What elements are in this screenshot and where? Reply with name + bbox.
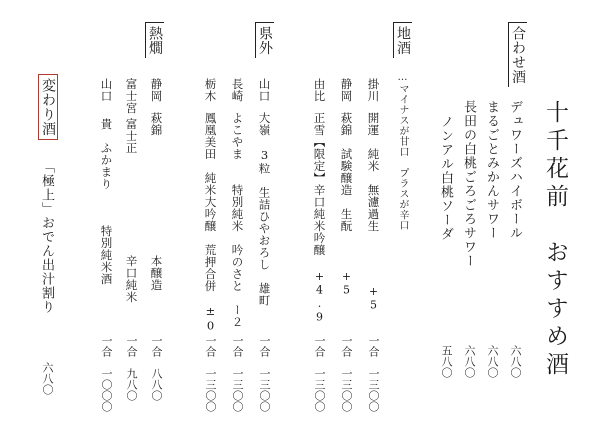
- sake-price: 一合 一三〇〇: [258, 335, 271, 412]
- sake-region: 由比: [312, 78, 327, 102]
- section-header-kan: 熱燗: [145, 22, 164, 58]
- sake-type: 特別純米酒: [99, 225, 114, 285]
- drink-price: 六八〇: [509, 345, 522, 378]
- section-header-awase: 合わせ酒: [508, 22, 527, 87]
- sake-type: 本醸造: [149, 255, 164, 291]
- drink-price: 六八〇: [486, 345, 499, 378]
- sake-price: 一合 一三〇〇: [231, 335, 244, 412]
- sake-region: 富士宮: [124, 78, 139, 114]
- sake-name: よこやま 特別純米 吟のさと ー２: [230, 112, 245, 328]
- sake-price: 一合 八八〇: [150, 335, 163, 401]
- sake-name: 大嶺 3粒 生詰ひやおろし 雄町: [257, 112, 272, 307]
- sake-region: 山口: [99, 78, 114, 102]
- sweetness-scale-note: …マイナスが甘口 プラスが辛口: [397, 72, 408, 231]
- sake-name: 正雪【限定】辛口純米吟醸: [312, 112, 327, 256]
- sake-meter-value: +5: [367, 285, 380, 312]
- drink-item: まるごとみかんサワー: [484, 100, 499, 240]
- sake-region: 静岡: [339, 78, 354, 102]
- sake-meter-value: +4.9: [313, 270, 326, 324]
- sake-region: 山口: [257, 78, 272, 102]
- drink-price: 五八〇: [440, 345, 453, 378]
- sake-price: 一合 九八〇: [125, 335, 138, 401]
- sake-region: 栃木: [203, 78, 218, 102]
- sake-name: 萩錦 試験醸造 生酛: [339, 112, 354, 232]
- section-header-jizake: 地酒: [393, 22, 412, 58]
- menu-title: 十千花前 おすすめ酒: [542, 100, 568, 380]
- drink-price: 六八〇: [463, 345, 476, 378]
- sake-region: 静岡: [149, 78, 164, 102]
- sake-region: 掛川: [366, 78, 381, 102]
- sake-price: 一合 一〇〇〇: [100, 335, 113, 412]
- drink-item: デュワーズハイボール: [507, 100, 522, 240]
- drink-item: ノンアル白桃ソーダ: [438, 115, 453, 241]
- sake-type: 辛口純米: [124, 255, 139, 303]
- sake-name: 貴 ふかまり: [99, 118, 114, 190]
- sake-price: 一合 一三〇〇: [367, 335, 380, 412]
- sake-price: 一合 一三〇〇: [313, 335, 326, 412]
- sake-region: 長崎: [230, 78, 245, 102]
- sake-price: 一合 一三〇〇: [340, 335, 353, 412]
- sake-name: 開運 純米 無濾過生: [366, 112, 381, 232]
- section-header-kawari: 変わり酒: [38, 74, 58, 140]
- sake-meter-value: +5: [340, 270, 353, 297]
- drink-price: 六八〇: [41, 362, 54, 395]
- sake-name: 富士正: [124, 118, 139, 154]
- sake-name: 鳳凰美田 純米大吟醸 荒押合併 ±0: [203, 112, 218, 333]
- drink-item: 「極上」おでん出汁割り: [39, 160, 54, 314]
- drink-item: 長田の白桃ごろごろサワー: [461, 100, 476, 268]
- sake-price: 一合 一三〇〇: [204, 335, 217, 412]
- section-header-kengai: 県外: [255, 22, 274, 58]
- sake-name: 萩錦: [149, 112, 164, 136]
